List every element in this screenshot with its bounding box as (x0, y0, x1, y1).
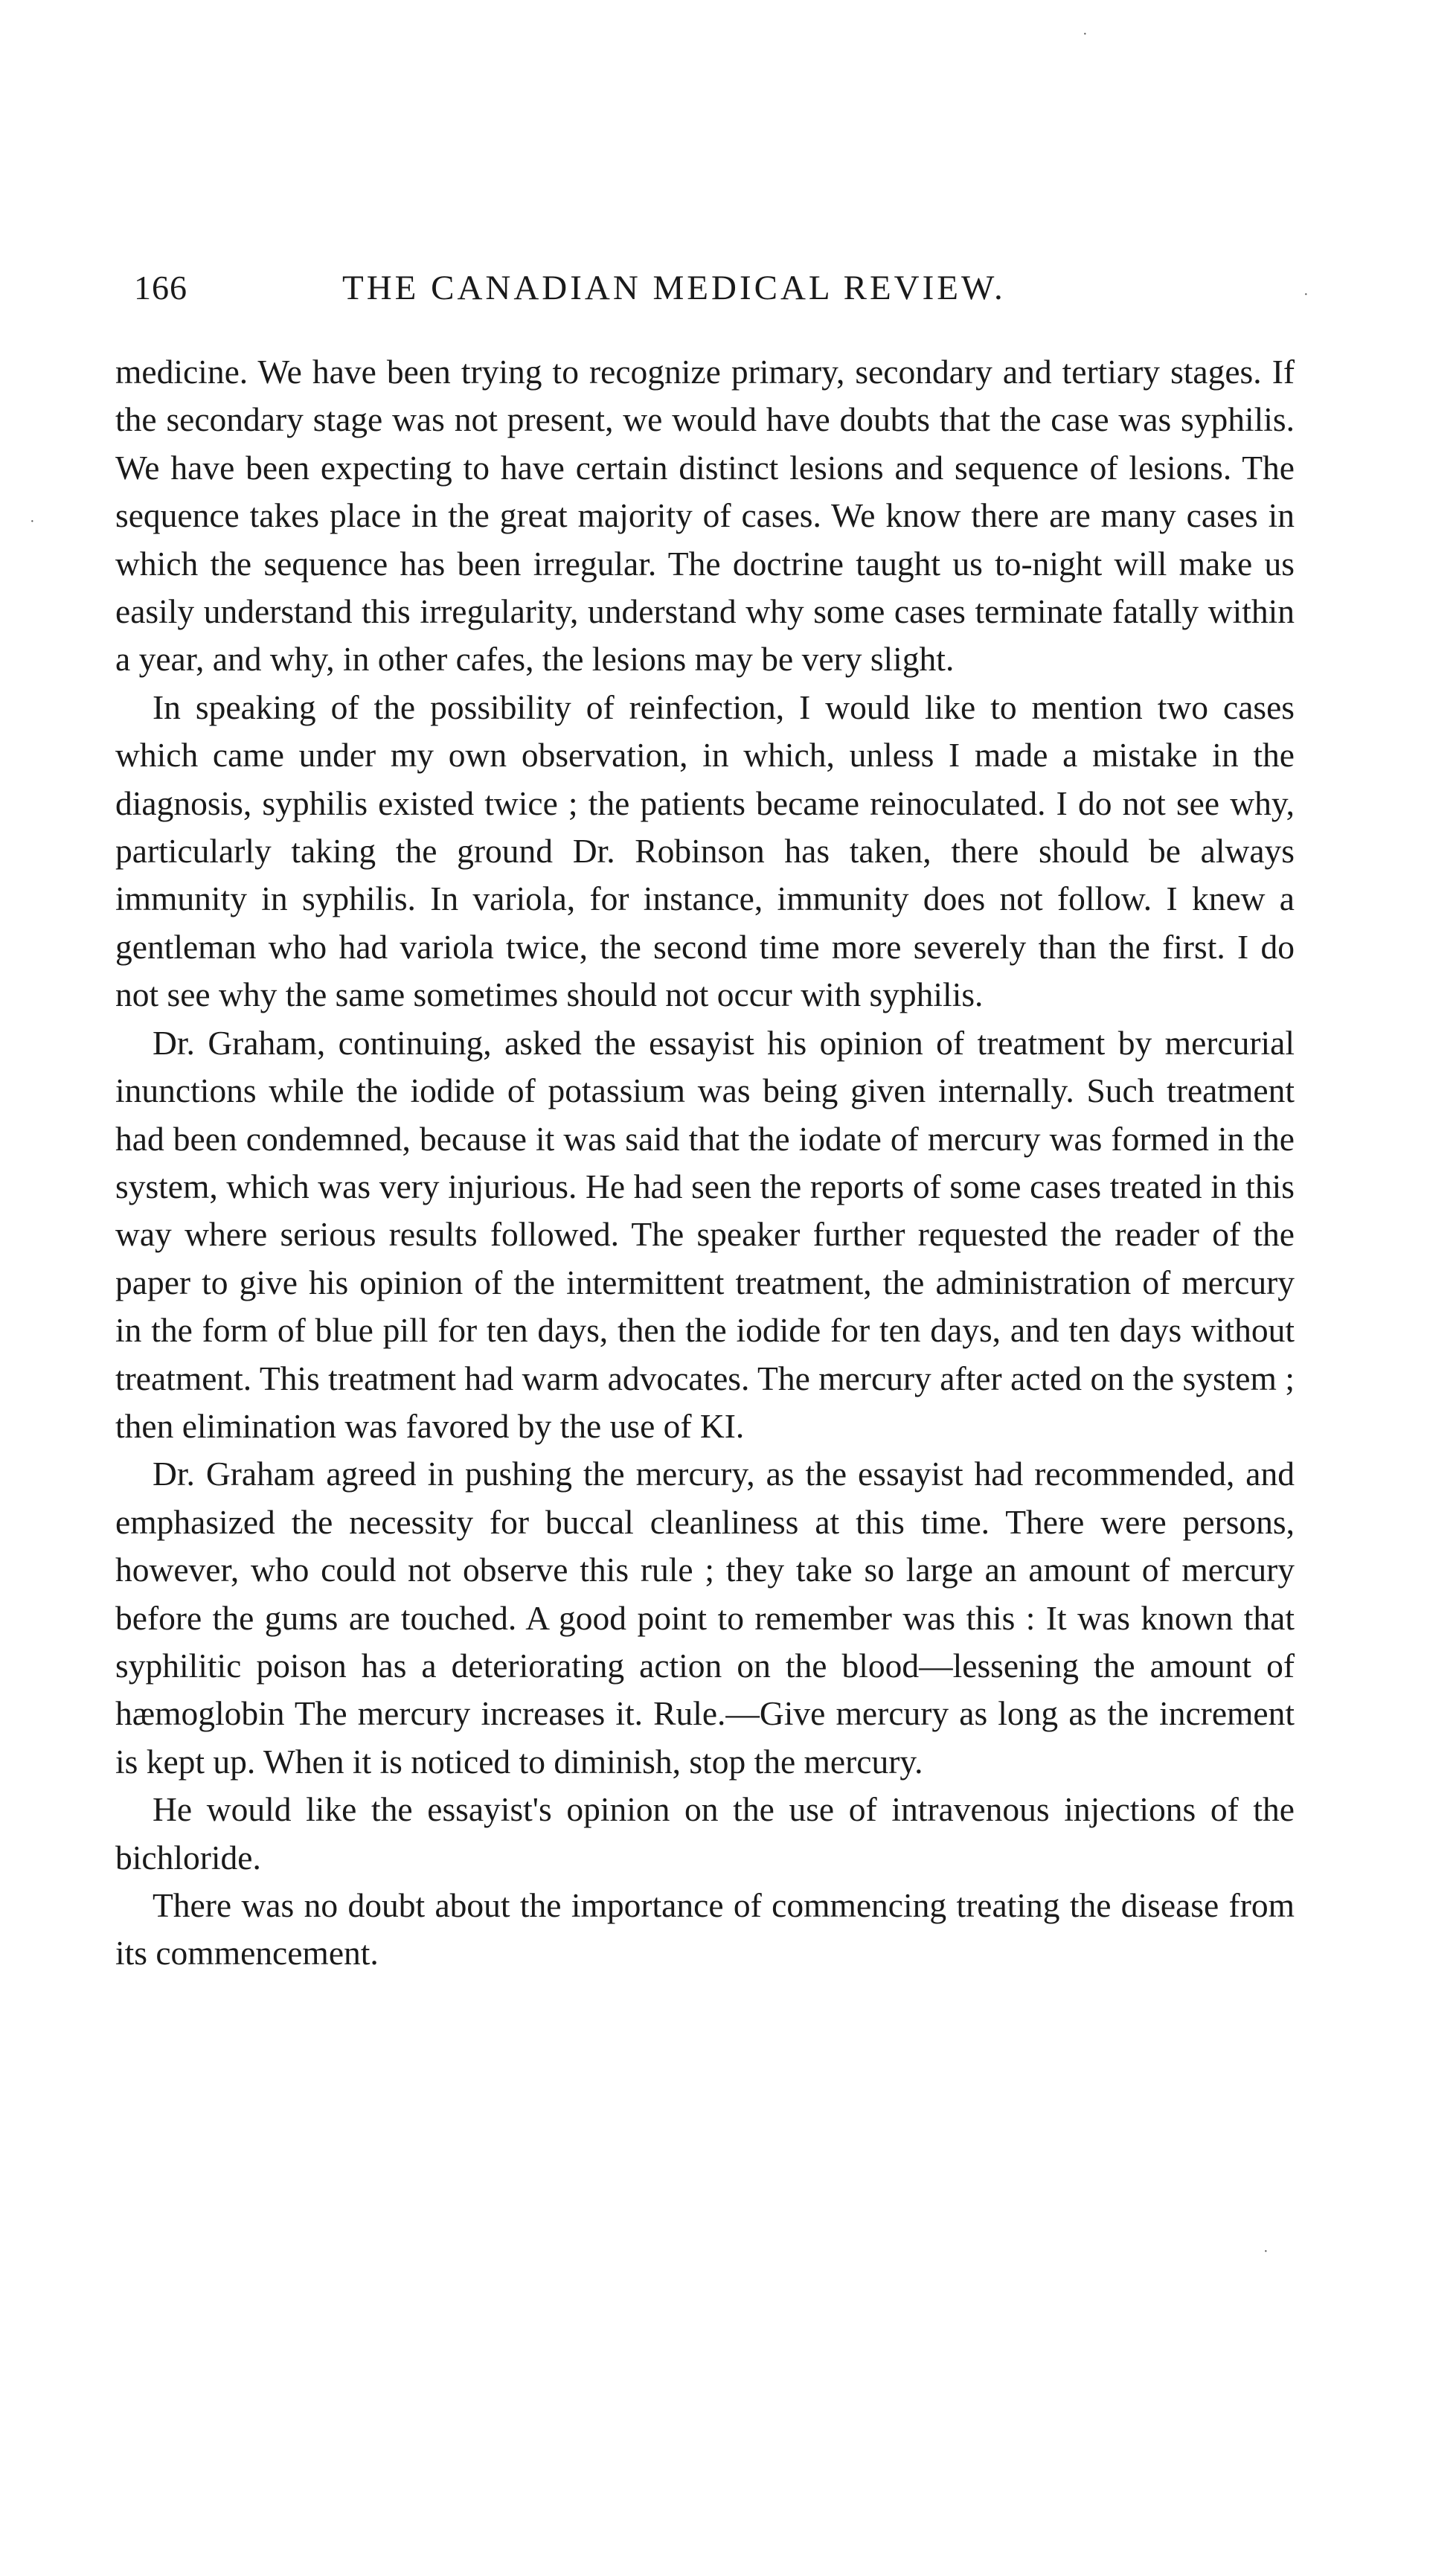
scan-speck: · (1263, 2243, 1269, 2260)
journal-title: THE CANADIAN MEDICAL REVIEW. (342, 269, 1006, 307)
scan-speck: · (1303, 286, 1309, 303)
paragraph-graham-treatment: Dr. Graham, continuing, asked the essayist his opinion of treatment by mercurial inunctions while the iodide of potassium was being given internally. Such treatment had been condemned, because it was said that the iodate of mercury was formed in the system, which was very injurious. He had seen the reports of some cases treated in this way where serious results followed. The speaker further requested the reader of the paper to give his opinion of the intermittent treatment, the administration of mercury in the form of blue pill for ten days, then the iodide for ten days, and ten days without treatment. This treatment had warm advocates. The mercury after acted on the system ; then elimination was favored by the use of KI. (115, 1023, 1295, 1445)
paragraph-intravenous: He would like the essayist's opinion on the use of intravenous injections of the bichloride. (115, 1790, 1295, 1877)
paragraph-commencement: There was no doubt about the importance of commencing treating the disease from its commencement. (115, 1886, 1295, 1973)
article-body (115, 348, 1295, 1978)
scan-speck: · (1083, 26, 1088, 42)
scan-speck: · (30, 513, 35, 530)
paragraph-reinfection: In speaking of the possibility of reinfection, I would like to mention two cases which came under my own observation, in which, unless I made a mistake in the diagnosis, syphilis existed twice ; the patients became reinoculated. I do not see why, particularly taking the ground Dr. Robinson has taken, there should be always immunity in syphilis. In variola, for instance, immunity does not follow. I knew a gentleman who had variola twice, the second time more severely than the first. I do not see why the same sometimes should not occur with syphilis. (115, 688, 1295, 1014)
page-number: 166 (134, 269, 187, 307)
running-head (134, 268, 1295, 313)
paragraph-graham-mercury: Dr. Graham agreed in pushing the mercury, as the essayist had recommended, and emphasized the necessity for buccal cleanliness at this time. There were persons, however, who could not observe this rule ; they take so large an amount of mercury before the gums are touched. A good point to remember was this : It was known that syphilitic poison has a deteriorating action on the blood—lessening the amount of hæmoglobin The mercury increases it. Rule.—Give mercury as long as the increment is kept up. When it is noticed to diminish, stop the mercury. (115, 1455, 1295, 1781)
paragraph-continued: medicine. We have been trying to recognize primary, secondary and tertiary stages. If the secondary stage was not present, we would have doubts that the case was syphilis. We have been expecting to have certain distinct lesions and sequence of lesions. The sequence takes place in the great majority of cases. We know there are many cases in which the sequence has been irregular. The doctrine taught us to-night will make us easily understand this irregularity, understand why some cases terminate fatally within a year, and why, in other cafes, the lesions may be very slight. (115, 353, 1295, 679)
